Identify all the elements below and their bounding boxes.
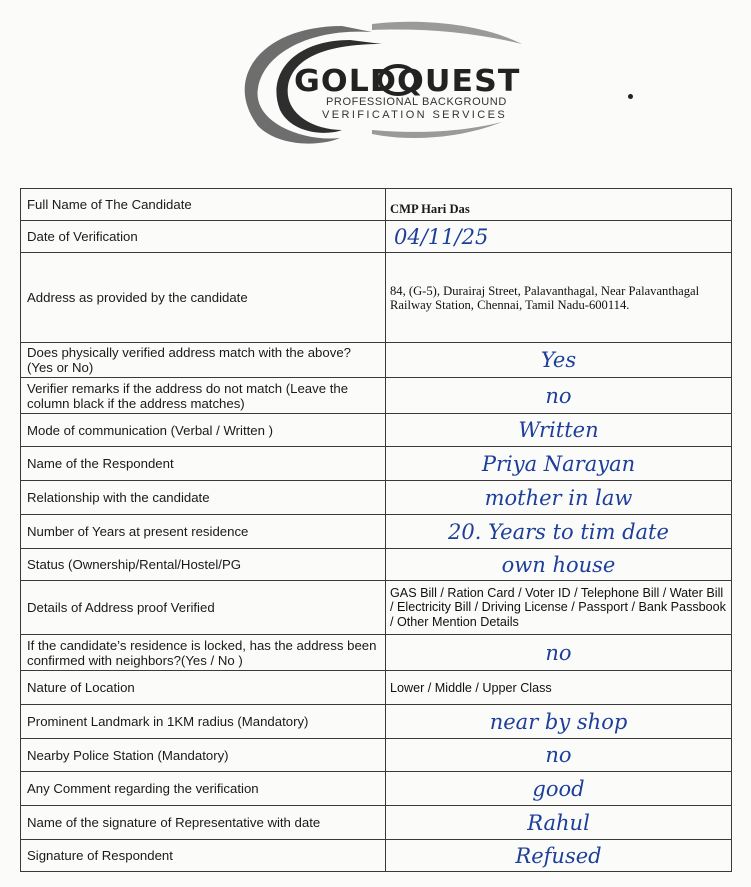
field-label: Nature of Location [21, 671, 386, 705]
field-label: Relationship with the candidate [21, 481, 386, 515]
table-row [21, 772, 732, 806]
field-label: Mode of communication (Verbal / Written ) [21, 414, 386, 447]
field-label: Address as provided by the candidate [21, 253, 386, 343]
field-label: Nearby Police Station (Mandatory) [21, 739, 386, 772]
address-value: 84, (G-5), Durairaj Street, Palavanthagal, Near Palavanthagal Railway Station, Chennai, Tamil Nadu-600114. [390, 283, 700, 312]
comment-value: good [532, 776, 585, 801]
logo-tagline-2: VERIFICATION SERVICES [322, 109, 508, 121]
field-label: Name of the signature of Representative with date [21, 806, 386, 840]
goldquest-logo [222, 18, 542, 148]
table-row [21, 189, 732, 221]
field-label: Date of Verification [21, 221, 386, 253]
neighbor-confirmation-value: no [545, 640, 572, 665]
table-row [21, 705, 732, 739]
speck-mark [628, 94, 633, 99]
table-row [21, 481, 732, 515]
address-proof-options: GAS Bill / Ration Card / Voter ID / Telephone Bill / Water Bill / Electricity Bill / Driving License / Passport / Bank Passbook / Other Mention Details [390, 585, 726, 629]
representative-signature-value: Rahul [527, 810, 590, 835]
table-row [21, 343, 732, 378]
field-label: Verifier remarks if the address do not match (Leave the column black if the address matches) [21, 378, 386, 414]
field-label: Prominent Landmark in 1KM radius (Mandatory) [21, 705, 386, 739]
logo-tagline-1: PROFESSIONAL BACKGROUND [326, 96, 507, 108]
years-at-residence-value: 20. Years to tim date [448, 519, 669, 544]
field-label: Any Comment regarding the verification [21, 772, 386, 806]
table-row [21, 253, 732, 343]
table-row [21, 840, 732, 872]
table-row [21, 635, 732, 671]
field-label: Status (Ownership/Rental/Hostel/PG [21, 549, 386, 581]
table-row [21, 581, 732, 635]
verification-date-value: 04/11/25 [394, 224, 489, 249]
candidate-name-value: CMP Hari Das [390, 201, 470, 216]
residence-status-value: own house [501, 552, 616, 577]
field-label: Signature of Respondent [21, 840, 386, 872]
field-label: Does physically verified address match with the above? (Yes or No) [21, 343, 386, 378]
table-row [21, 549, 732, 581]
table-row [21, 221, 732, 253]
respondent-name-value: Priya Narayan [481, 451, 636, 476]
logo-brand-text: GOLDQUEST [294, 64, 521, 99]
table-row [21, 671, 732, 705]
location-class-options: Lower / Middle / Upper Class [390, 680, 552, 695]
table-row [21, 447, 732, 481]
field-label: Name of the Respondent [21, 447, 386, 481]
table-row [21, 378, 732, 414]
field-label: Details of Address proof Verified [21, 581, 386, 635]
field-label: Number of Years at present residence [21, 515, 386, 549]
landmark-value: near by shop [489, 709, 628, 734]
table-row [21, 515, 732, 549]
respondent-signature-value: Refused [515, 843, 602, 868]
table-row [21, 739, 732, 772]
field-label: Full Name of The Candidate [21, 189, 386, 221]
communication-mode-value: Written [518, 418, 599, 442]
police-station-value: no [545, 743, 572, 767]
relationship-value: mother in law [484, 485, 633, 510]
table-row [21, 414, 732, 447]
verifier-remarks-value: no [545, 383, 572, 408]
field-label: If the candidate’s residence is locked, has the address been confirmed with neighbors?(Yes / No ) [21, 635, 386, 671]
table-row [21, 806, 732, 840]
address-match-value: Yes [540, 348, 577, 372]
verification-form-table [20, 188, 732, 872]
